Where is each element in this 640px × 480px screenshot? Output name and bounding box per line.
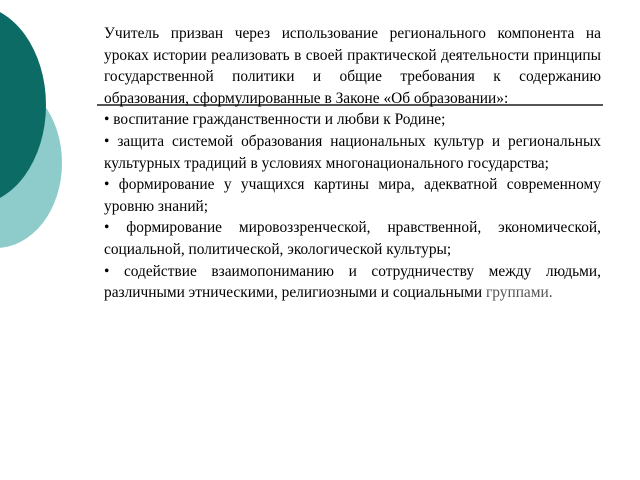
intro-paragraph: Учитель призван через использование регионального компонента на уроках истории реализовать в своей практической деятельности принципы государственной политики и общие требования к содержанию образования, сформулированные в Законе «Об образовании»:: [104, 25, 601, 107]
bullet-item-last: [104, 261, 601, 304]
bullet-tail-text: группами.: [482, 284, 553, 302]
text-body: [104, 23, 601, 304]
bullet-item: • защита системой образования национальных культур и региональных культурных традиций в условиях многонационального государства;: [104, 132, 601, 172]
bullet-item: • воспитание гражданственности и любви к Родине;: [104, 111, 446, 129]
bullet-item: • формирование мировоззренческой, нравственной, экономической, социальной, политической, экологической культуры;: [104, 219, 601, 258]
bullet-item: • формирование у учащихся картины мира, адекватной современному уровню знаний;: [104, 176, 601, 215]
bullet-text: • содействие взаимопониманию и сотрудничеству между людьми, различными этническими, религиозными и социальными: [104, 262, 601, 302]
